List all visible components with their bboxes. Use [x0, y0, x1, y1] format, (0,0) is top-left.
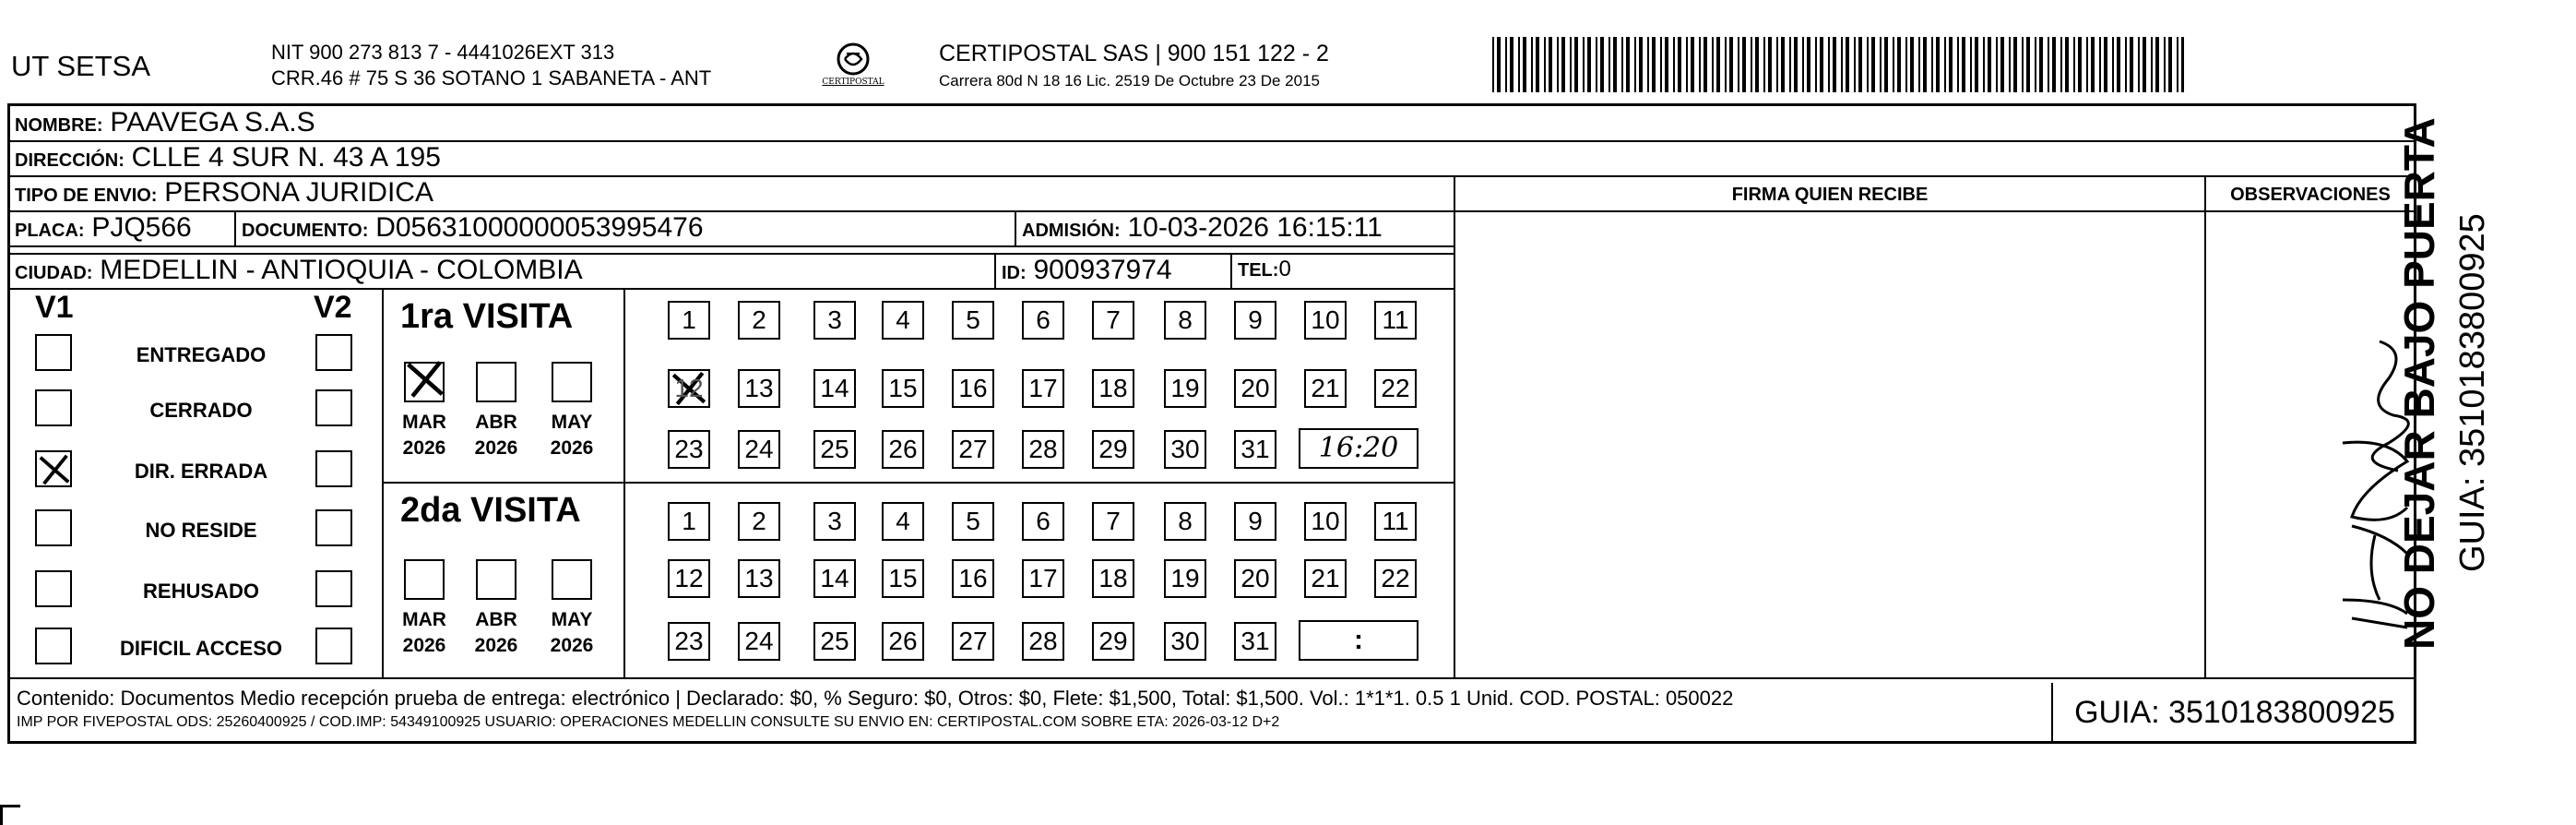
day-number: 12: [674, 374, 704, 402]
day-number: 23: [674, 627, 704, 655]
v2-checkbox[interactable]: [315, 570, 352, 607]
tel-value: 0: [1278, 257, 1291, 281]
day-number: 10: [1311, 507, 1340, 535]
footer-divider: [7, 677, 2416, 679]
day-box[interactable]: [1022, 430, 1064, 469]
day-box[interactable]: [1304, 369, 1347, 408]
v1-checkbox[interactable]: [35, 334, 72, 371]
day-number: 1: [682, 507, 696, 535]
visit2-time[interactable]: :: [1299, 620, 1419, 661]
ciudad-cell: [15, 255, 583, 286]
id-cell: [1002, 255, 1172, 286]
tipo-label: TIPO DE ENVIO:: [15, 185, 158, 206]
direccion-row: [15, 142, 441, 173]
month-checkbox[interactable]: [552, 362, 592, 402]
visit1-title: 1ra VISITA: [400, 297, 574, 336]
documento-label: DOCUMENTO:: [242, 221, 369, 241]
nit-line: NIT 900 273 813 7 - 4441026EXT 313: [271, 41, 615, 64]
month-checkbox[interactable]: [404, 362, 445, 402]
v1-checkbox[interactable]: [35, 628, 72, 664]
day-number: 18: [1098, 564, 1128, 592]
status-label: CERRADO: [149, 399, 253, 422]
v2-checkbox[interactable]: [315, 389, 352, 426]
v2-checkbox[interactable]: [315, 509, 352, 546]
tel-label: TEL:: [1238, 260, 1279, 281]
day-number: 30: [1170, 627, 1200, 655]
firma-column-border: [1454, 175, 1455, 679]
day-number: 13: [744, 564, 774, 592]
day-box[interactable]: [1022, 301, 1064, 340]
id-label: ID:: [1002, 263, 1027, 283]
id-value: 900937974: [1033, 255, 1172, 285]
day-number: 14: [820, 564, 849, 592]
day-box[interactable]: [813, 430, 856, 469]
day-box[interactable]: [882, 559, 924, 598]
day-number: 17: [1028, 564, 1058, 592]
day-box[interactable]: [952, 430, 994, 469]
day-box[interactable]: [882, 430, 924, 469]
day-box[interactable]: [813, 502, 856, 541]
day-number: 31: [1241, 435, 1270, 463]
day-box[interactable]: [668, 301, 710, 340]
day-box[interactable]: [738, 622, 780, 661]
day-box[interactable]: [952, 502, 994, 541]
year-label: 2026: [402, 437, 446, 459]
visit2-title: 2da VISITA: [400, 491, 581, 530]
month-checkbox[interactable]: [476, 559, 516, 600]
day-number: 7: [1106, 305, 1121, 334]
day-number: 5: [966, 507, 980, 535]
day-box[interactable]: [668, 369, 710, 408]
certipostal-title: CERTIPOSTAL SAS | 900 151 122 - 2: [939, 41, 1329, 66]
day-number: 11: [1382, 507, 1409, 535]
day-box[interactable]: [1234, 430, 1276, 469]
v1-checkbox[interactable]: [35, 389, 72, 426]
day-box[interactable]: [738, 430, 780, 469]
day-box[interactable]: [1092, 369, 1134, 408]
month-label: MAR: [402, 412, 446, 433]
day-box[interactable]: [1164, 301, 1206, 340]
v2-checkbox[interactable]: [315, 450, 352, 487]
day-number: 9: [1248, 305, 1263, 334]
day-number: 24: [744, 627, 774, 655]
side-guia-number: GUIA: 3510183800925: [2453, 213, 2492, 572]
day-box[interactable]: [1092, 430, 1134, 469]
admision-cell: [1022, 212, 1383, 244]
cell-divider: [1015, 210, 1016, 245]
day-box[interactable]: [882, 502, 924, 541]
day-number: 2: [752, 507, 766, 535]
month-label: MAR: [402, 609, 446, 630]
day-box[interactable]: [1374, 502, 1417, 541]
year-label: 2026: [550, 437, 594, 459]
print-info-line: IMP POR FIVEPOSTAL ODS: 25260400925 / COD.IMP: 54349100925 USUARIO: OPERACIONES MEDELLIN CONSULTE SU ENVIO EN: CERTIPOSTAL.COM SOBRE ETA: 2026-03-12 D+2: [17, 714, 1280, 730]
ciudad-value: MEDELLIN - ANTIOQUIA - COLOMBIA: [100, 255, 583, 285]
logo-text: CERTIPOSTAL: [822, 78, 884, 87]
day-box[interactable]: [1234, 301, 1276, 340]
day-number: 13: [744, 374, 774, 402]
status-label: NO RESIDE: [145, 519, 257, 542]
day-box[interactable]: [1022, 502, 1064, 541]
barcode-image: [1492, 37, 2184, 92]
day-box[interactable]: [1164, 559, 1206, 598]
v1-checkbox[interactable]: [35, 509, 72, 546]
row-divider: [7, 288, 1455, 290]
company-address: CRR.46 # 75 S 36 SOTANO 1 SABANETA - ANT: [271, 66, 712, 90]
day-number: 3: [827, 507, 842, 535]
no-dejar-bajo-puerta-label: NO DEJAR BAJO PUERTA: [2395, 117, 2443, 650]
tel-cell: [1238, 257, 1291, 282]
day-box[interactable]: [813, 559, 856, 598]
v1-checkbox[interactable]: [35, 570, 72, 607]
day-box[interactable]: [1304, 502, 1347, 541]
status-label: DIFICIL ACCESO: [119, 637, 282, 660]
day-number: 25: [820, 627, 849, 655]
day-box[interactable]: [952, 559, 994, 598]
status-label: ENTREGADO: [136, 343, 267, 366]
year-label: 2026: [402, 635, 446, 656]
day-number: 6: [1036, 507, 1051, 535]
year-label: 2026: [474, 437, 518, 459]
cell-divider: [994, 253, 996, 288]
day-number: 20: [1241, 564, 1270, 592]
column-head-top: [1454, 175, 2416, 177]
v2-checkbox[interactable]: [315, 334, 352, 371]
cell-divider: [1230, 253, 1232, 288]
admision-value: 10-03-2026 16:15:11: [1127, 212, 1383, 243]
day-box[interactable]: [738, 502, 780, 541]
ciudad-label: CIUDAD:: [15, 263, 93, 283]
check-mark-icon: [37, 452, 72, 492]
nombre-value: PAAVEGA S.A.S: [110, 107, 315, 138]
status-label: DIR. ERRADA: [134, 460, 268, 483]
day-box[interactable]: [1374, 369, 1417, 408]
day-number: 16: [958, 374, 988, 402]
day-box[interactable]: [1234, 502, 1276, 541]
day-number: 30: [1170, 435, 1200, 463]
observaciones-column-border: [2204, 175, 2206, 679]
day-box[interactable]: [1304, 559, 1347, 598]
day-number: 28: [1028, 627, 1058, 655]
certipostal-logo: [810, 39, 896, 96]
day-box[interactable]: [668, 559, 710, 598]
check-mark-icon: [404, 358, 446, 405]
visit-divider: [382, 482, 1455, 484]
day-box[interactable]: [668, 502, 710, 541]
guia-number-box: GUIA: 3510183800925: [2051, 683, 2416, 744]
v1-header: V1: [35, 290, 74, 325]
documento-cell: [242, 212, 704, 244]
day-number: 22: [1381, 564, 1410, 592]
day-number: 26: [888, 627, 918, 655]
day-box[interactable]: [1022, 622, 1064, 661]
year-label: 2026: [474, 635, 518, 656]
day-box[interactable]: [738, 369, 780, 408]
day-box[interactable]: [1022, 559, 1064, 598]
visit1-time[interactable]: [1299, 428, 1419, 469]
direccion-value: CLLE 4 SUR N. 43 A 195: [131, 142, 441, 173]
day-number: 8: [1178, 305, 1193, 334]
documento-value: D05631000000053995476: [375, 212, 704, 243]
day-number: 3: [827, 305, 842, 334]
day-box[interactable]: [1234, 369, 1276, 408]
day-number: 2: [752, 305, 766, 334]
day-number: 22: [1381, 374, 1410, 402]
day-box[interactable]: [1092, 502, 1134, 541]
day-box[interactable]: [1164, 369, 1206, 408]
day-number: 18: [1098, 374, 1128, 402]
row-divider: [7, 245, 1455, 247]
day-number: 26: [888, 435, 918, 463]
day-number: 27: [958, 627, 988, 655]
day-box[interactable]: [668, 622, 710, 661]
firma-header: FIRMA QUIEN RECIBE: [1731, 185, 1929, 205]
day-box[interactable]: [882, 622, 924, 661]
day-box[interactable]: [813, 622, 856, 661]
day-number: 19: [1170, 564, 1200, 592]
day-number: 23: [674, 435, 704, 463]
month-column-border: [623, 288, 625, 677]
day-number: 16: [958, 564, 988, 592]
tipo-row: [15, 177, 433, 209]
day-box[interactable]: [952, 301, 994, 340]
day-number: 6: [1036, 305, 1051, 334]
month-label: MAY: [551, 609, 593, 630]
day-box[interactable]: [738, 559, 780, 598]
crop-mark: [0, 805, 20, 825]
day-number: 21: [1311, 374, 1340, 402]
nombre-row: [15, 107, 315, 138]
day-box[interactable]: [1304, 301, 1347, 340]
day-box[interactable]: [1092, 559, 1134, 598]
month-checkbox[interactable]: [552, 559, 592, 600]
visit1-time-value: 16:20: [1318, 432, 1399, 464]
tipo-value: PERSONA JURIDICA: [164, 177, 433, 208]
day-box[interactable]: [1374, 301, 1417, 340]
day-number: 12: [674, 564, 704, 592]
contents-line: Contenido: Documentos Medio recepción prueba de entrega: electrónico | Declarado: $0, % Seguro: $0, Otros: $0, Flete: $1,500, Total: $1,500. Vol.: 1*1*1. 0.5 1 Unid. COD. POSTAL: 050022: [17, 687, 1734, 710]
placa-cell: [15, 212, 192, 244]
admision-label: ADMISIÓN:: [1022, 221, 1121, 241]
day-box[interactable]: [738, 301, 780, 340]
day-box[interactable]: [1234, 622, 1276, 661]
day-number: 28: [1028, 435, 1058, 463]
month-label: MAY: [551, 412, 593, 433]
day-number: 1: [682, 305, 696, 334]
day-box[interactable]: [813, 369, 856, 408]
day-number: 15: [888, 374, 918, 402]
placa-label: PLACA:: [15, 221, 85, 241]
v1-checkbox[interactable]: [35, 450, 72, 487]
day-box[interactable]: [952, 622, 994, 661]
day-number: 5: [966, 305, 980, 334]
month-checkbox[interactable]: [404, 559, 445, 600]
cell-divider: [234, 210, 236, 245]
day-number: 29: [1098, 627, 1128, 655]
company-name: UT SETSA: [11, 50, 151, 82]
day-number: 8: [1178, 507, 1193, 535]
day-number: 24: [744, 435, 774, 463]
direccion-label: DIRECCIÓN:: [15, 150, 125, 171]
day-number: 25: [820, 435, 849, 463]
nombre-label: NOMBRE:: [15, 115, 103, 136]
day-number: 20: [1241, 374, 1270, 402]
day-number: 21: [1311, 564, 1340, 592]
year-label: 2026: [550, 635, 594, 656]
day-box[interactable]: [882, 301, 924, 340]
day-number: 9: [1248, 507, 1263, 535]
day-box[interactable]: [1092, 301, 1134, 340]
day-box[interactable]: [1022, 369, 1064, 408]
v2-checkbox[interactable]: [315, 628, 352, 664]
day-number: 4: [896, 507, 910, 535]
day-box[interactable]: [1164, 622, 1206, 661]
day-box[interactable]: [882, 369, 924, 408]
day-number: 29: [1098, 435, 1128, 463]
day-box[interactable]: [1164, 430, 1206, 469]
status-label: REHUSADO: [143, 580, 259, 603]
spacer: [1454, 210, 2416, 212]
day-number: 31: [1241, 627, 1270, 655]
v2-header: V2: [314, 290, 352, 325]
day-box[interactable]: [952, 369, 994, 408]
day-box[interactable]: [668, 430, 710, 469]
day-box[interactable]: [1374, 559, 1417, 598]
placa-value: PJQ566: [91, 212, 192, 243]
observaciones-header: OBSERVACIONES: [2230, 185, 2391, 205]
day-number: 10: [1311, 305, 1340, 334]
day-number: 15: [888, 564, 918, 592]
day-number: 7: [1106, 507, 1121, 535]
status-column-border: [382, 288, 384, 677]
day-number: 17: [1028, 374, 1058, 402]
month-label: ABR: [475, 609, 517, 630]
day-box[interactable]: [1092, 622, 1134, 661]
month-label: ABR: [475, 412, 517, 433]
day-number: 11: [1382, 305, 1409, 334]
day-box[interactable]: [813, 301, 856, 340]
day-number: 27: [958, 435, 988, 463]
certipostal-address: Carrera 80d N 18 16 Lic. 2519 De Octubre 23 De 2015: [939, 72, 1320, 90]
day-number: 19: [1170, 374, 1200, 402]
day-box[interactable]: [1164, 502, 1206, 541]
day-number: 14: [820, 374, 849, 402]
month-checkbox[interactable]: [476, 362, 516, 402]
day-box[interactable]: [1234, 559, 1276, 598]
day-number: 4: [896, 305, 910, 334]
